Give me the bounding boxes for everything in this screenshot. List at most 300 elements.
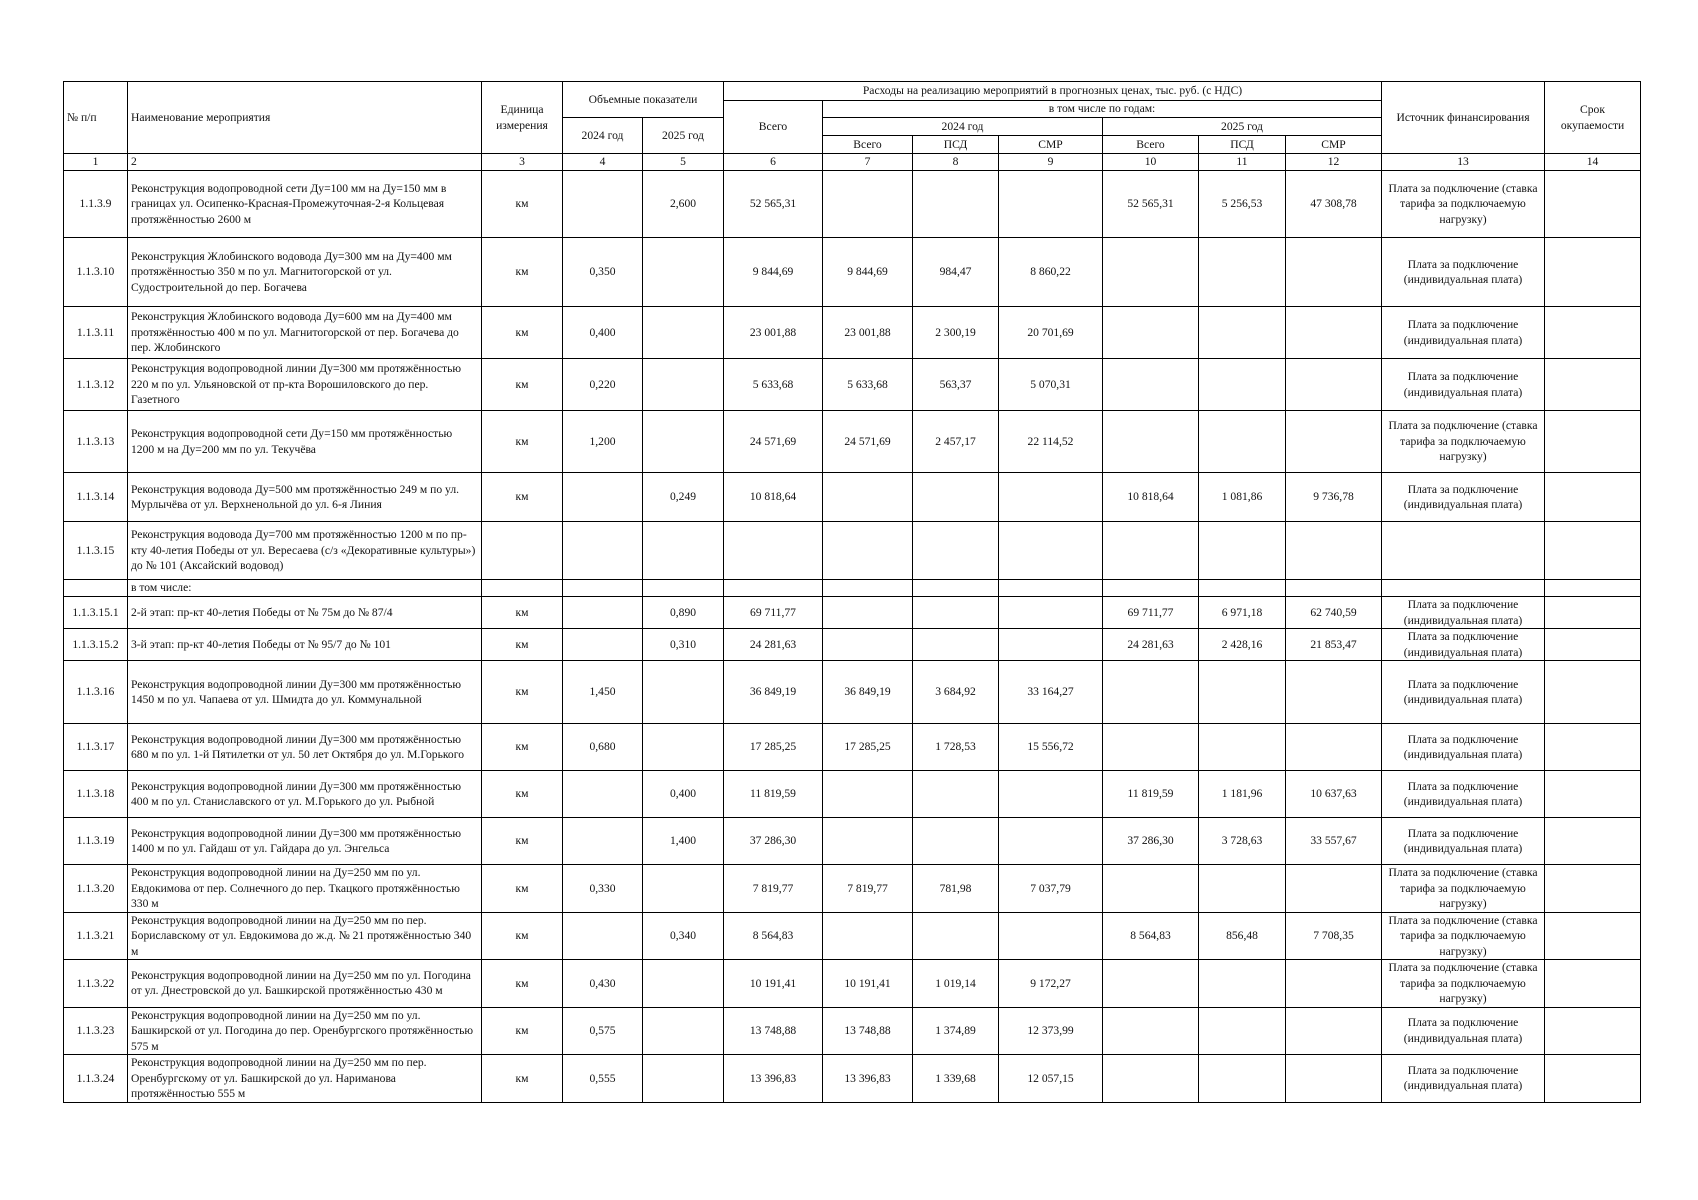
header-2025-total: Всего bbox=[1103, 136, 1199, 154]
row-source: Плата за подключение (индивидуальная плата) bbox=[1382, 307, 1545, 359]
row-payback bbox=[1545, 960, 1641, 1008]
row-payback bbox=[1545, 580, 1641, 597]
row-name: Реконструкция Жлобинского водовода Ду=300 мм на Ду=400 мм протяжённостью 350 м по ул. Магнитогорской от ул. Судостроительной до пер. Богачева bbox=[128, 238, 482, 307]
table-row bbox=[64, 597, 1641, 629]
row-psd-2025 bbox=[1199, 1055, 1286, 1103]
row-total-2024 bbox=[823, 473, 913, 522]
row-unit: км bbox=[482, 359, 563, 411]
row-total-2024: 36 849,19 bbox=[823, 661, 913, 724]
row-total bbox=[724, 522, 823, 580]
row-volume-2024 bbox=[563, 522, 643, 580]
header-costs: Расходы на реализацию мероприятий в прогнозных ценах, тыс. руб. (с НДС) bbox=[724, 82, 1382, 101]
header-year-2024: 2024 год bbox=[823, 118, 1103, 136]
row-smr-2025 bbox=[1286, 724, 1382, 771]
row-unit bbox=[482, 522, 563, 580]
col-number-6: 6 bbox=[724, 154, 823, 171]
row-volume-2025 bbox=[643, 661, 724, 724]
row-name: Реконструкция водопроводной линии Ду=300 мм протяжённостью 220 м по ул. Ульяновской от пр-кта Ворошиловского до пер. Газетного bbox=[128, 359, 482, 411]
row-number bbox=[64, 580, 128, 597]
row-number: 1.1.3.12 bbox=[64, 359, 128, 411]
row-psd-2025 bbox=[1199, 238, 1286, 307]
row-volume-2024: 0,350 bbox=[563, 238, 643, 307]
row-smr-2024: 15 556,72 bbox=[999, 724, 1103, 771]
row-smr-2025 bbox=[1286, 865, 1382, 913]
row-psd-2025 bbox=[1199, 522, 1286, 580]
table-row bbox=[64, 629, 1641, 661]
row-smr-2025 bbox=[1286, 1055, 1382, 1103]
row-psd-2024: 2 300,19 bbox=[913, 307, 999, 359]
row-volume-2024: 0,400 bbox=[563, 307, 643, 359]
row-total: 10 818,64 bbox=[724, 473, 823, 522]
header-vol-2025: 2025 год bbox=[643, 118, 724, 154]
row-smr-2024 bbox=[999, 580, 1103, 597]
row-total: 13 396,83 bbox=[724, 1055, 823, 1103]
row-payback bbox=[1545, 1007, 1641, 1055]
table-row bbox=[64, 912, 1641, 960]
row-total-2025 bbox=[1103, 1055, 1199, 1103]
row-payback bbox=[1545, 522, 1641, 580]
row-psd-2025 bbox=[1199, 960, 1286, 1008]
col-number-7: 7 bbox=[823, 154, 913, 171]
row-total: 10 191,41 bbox=[724, 960, 823, 1008]
row-total-2024: 9 844,69 bbox=[823, 238, 913, 307]
row-smr-2025: 33 557,67 bbox=[1286, 818, 1382, 865]
row-smr-2024: 7 037,79 bbox=[999, 865, 1103, 913]
row-psd-2024: 1 339,68 bbox=[913, 1055, 999, 1103]
row-payback bbox=[1545, 411, 1641, 473]
row-volume-2024 bbox=[563, 629, 643, 661]
table-row bbox=[64, 359, 1641, 411]
row-total: 9 844,69 bbox=[724, 238, 823, 307]
row-volume-2025: 0,310 bbox=[643, 629, 724, 661]
header-2024-psd: ПСД bbox=[913, 136, 999, 154]
row-psd-2025 bbox=[1199, 865, 1286, 913]
row-psd-2025: 2 428,16 bbox=[1199, 629, 1286, 661]
row-psd-2025: 1 081,86 bbox=[1199, 473, 1286, 522]
row-total-2025 bbox=[1103, 724, 1199, 771]
row-name: в том числе: bbox=[128, 580, 482, 597]
row-number: 1.1.3.19 bbox=[64, 818, 128, 865]
table-row bbox=[64, 865, 1641, 913]
row-total: 11 819,59 bbox=[724, 771, 823, 818]
row-psd-2024 bbox=[913, 473, 999, 522]
row-volume-2025 bbox=[643, 307, 724, 359]
row-smr-2024: 20 701,69 bbox=[999, 307, 1103, 359]
measures-table bbox=[63, 81, 1641, 1103]
column-number-row bbox=[64, 154, 1641, 171]
row-source: Плата за подключение (ставка тарифа за подключаемую нагрузку) bbox=[1382, 865, 1545, 913]
row-smr-2024 bbox=[999, 473, 1103, 522]
row-smr-2025 bbox=[1286, 960, 1382, 1008]
row-total-2024 bbox=[823, 597, 913, 629]
row-name: Реконструкция водопроводной линии на Ду=250 мм по ул. Башкирской от ул. Погодина до пер. Оренбургского протяжённостью 575 м bbox=[128, 1007, 482, 1055]
row-number: 1.1.3.9 bbox=[64, 171, 128, 238]
row-unit: км bbox=[482, 661, 563, 724]
row-total: 24 571,69 bbox=[724, 411, 823, 473]
row-source: Плата за подключение (индивидуальная плата) bbox=[1382, 1055, 1545, 1103]
row-source: Плата за подключение (индивидуальная плата) bbox=[1382, 724, 1545, 771]
row-psd-2024 bbox=[913, 522, 999, 580]
header-2025-psd: ПСД bbox=[1199, 136, 1286, 154]
row-psd-2025: 856,48 bbox=[1199, 912, 1286, 960]
header-year-2025: 2025 год bbox=[1103, 118, 1382, 136]
row-volume-2024 bbox=[563, 912, 643, 960]
row-total-2024 bbox=[823, 912, 913, 960]
row-total: 36 849,19 bbox=[724, 661, 823, 724]
row-number: 1.1.3.15 bbox=[64, 522, 128, 580]
row-payback bbox=[1545, 307, 1641, 359]
row-smr-2025 bbox=[1286, 411, 1382, 473]
row-total: 5 633,68 bbox=[724, 359, 823, 411]
row-psd-2025: 1 181,96 bbox=[1199, 771, 1286, 818]
table-row bbox=[64, 724, 1641, 771]
row-source: Плата за подключение (индивидуальная плата) bbox=[1382, 818, 1545, 865]
col-number-12: 12 bbox=[1286, 154, 1382, 171]
row-total-2024: 7 819,77 bbox=[823, 865, 913, 913]
row-unit: км bbox=[482, 473, 563, 522]
row-psd-2024: 1 728,53 bbox=[913, 724, 999, 771]
row-total-2025: 69 711,77 bbox=[1103, 597, 1199, 629]
row-smr-2024: 12 373,99 bbox=[999, 1007, 1103, 1055]
header-name: Наименование мероприятия bbox=[128, 82, 482, 154]
row-name: Реконструкция водопроводной линии Ду=300 мм протяжённостью 1450 м по ул. Чапаева от ул. Шмидта до ул. Коммунальной bbox=[128, 661, 482, 724]
row-smr-2025 bbox=[1286, 522, 1382, 580]
row-psd-2024 bbox=[913, 912, 999, 960]
col-number-13: 13 bbox=[1382, 154, 1545, 171]
row-unit: км bbox=[482, 960, 563, 1008]
row-source bbox=[1382, 580, 1545, 597]
table-row bbox=[64, 1007, 1641, 1055]
header-2025-smr: СМР bbox=[1286, 136, 1382, 154]
row-payback bbox=[1545, 818, 1641, 865]
row-total-2025 bbox=[1103, 661, 1199, 724]
row-number: 1.1.3.11 bbox=[64, 307, 128, 359]
row-total-2024 bbox=[823, 771, 913, 818]
row-number: 1.1.3.18 bbox=[64, 771, 128, 818]
row-total-2025: 37 286,30 bbox=[1103, 818, 1199, 865]
header-unit: Единица измерения bbox=[482, 82, 563, 154]
row-total-2024 bbox=[823, 818, 913, 865]
row-name: Реконструкция водопроводной линии на Ду=250 мм по ул. Евдокимова от пер. Солнечного до пер. Ткацкого протяжённостью 330 м bbox=[128, 865, 482, 913]
row-name: Реконструкция водовода Ду=500 мм протяжённостью 249 м по ул. Мурлычёва от ул. Верхненольной до ул. 6-я Линия bbox=[128, 473, 482, 522]
row-total: 23 001,88 bbox=[724, 307, 823, 359]
header-2024-total: Всего bbox=[823, 136, 913, 154]
row-smr-2024: 12 057,15 bbox=[999, 1055, 1103, 1103]
row-smr-2024: 33 164,27 bbox=[999, 661, 1103, 724]
row-name: Реконструкция Жлобинского водовода Ду=600 мм на Ду=400 мм протяжённостью 400 м по ул. Магнитогорской от пер. Богачева до пер. Жлобинского bbox=[128, 307, 482, 359]
row-total-2025 bbox=[1103, 1007, 1199, 1055]
row-total-2025 bbox=[1103, 522, 1199, 580]
row-psd-2025 bbox=[1199, 411, 1286, 473]
row-unit: км bbox=[482, 865, 563, 913]
header-by-years: в том числе по годам: bbox=[823, 101, 1382, 118]
row-smr-2025: 10 637,63 bbox=[1286, 771, 1382, 818]
row-unit: км bbox=[482, 238, 563, 307]
row-volume-2025 bbox=[643, 522, 724, 580]
row-volume-2025 bbox=[643, 865, 724, 913]
row-smr-2024 bbox=[999, 771, 1103, 818]
row-volume-2025 bbox=[643, 359, 724, 411]
row-psd-2025: 3 728,63 bbox=[1199, 818, 1286, 865]
row-total-2025: 10 818,64 bbox=[1103, 473, 1199, 522]
row-payback bbox=[1545, 912, 1641, 960]
row-volume-2025 bbox=[643, 724, 724, 771]
row-payback bbox=[1545, 171, 1641, 238]
row-smr-2025: 21 853,47 bbox=[1286, 629, 1382, 661]
row-unit: км bbox=[482, 724, 563, 771]
row-name: Реконструкция водовода Ду=700 мм протяжённостью 1200 м по пр-кту 40-летия Победы от ул. Вересаева (с/з «Декоративные культуры») до № 101 (Аксайский водовод) bbox=[128, 522, 482, 580]
document-sheet bbox=[63, 81, 1641, 1103]
row-source: Плата за подключение (индивидуальная плата) bbox=[1382, 629, 1545, 661]
row-smr-2024: 8 860,22 bbox=[999, 238, 1103, 307]
row-psd-2024: 1 374,89 bbox=[913, 1007, 999, 1055]
row-payback bbox=[1545, 629, 1641, 661]
row-total: 69 711,77 bbox=[724, 597, 823, 629]
row-total-2025 bbox=[1103, 238, 1199, 307]
row-smr-2024 bbox=[999, 597, 1103, 629]
table-row bbox=[64, 960, 1641, 1008]
row-number: 1.1.3.20 bbox=[64, 865, 128, 913]
row-total-2024: 24 571,69 bbox=[823, 411, 913, 473]
row-unit: км bbox=[482, 912, 563, 960]
row-psd-2025 bbox=[1199, 724, 1286, 771]
row-number: 1.1.3.24 bbox=[64, 1055, 128, 1103]
header-payback: Срок окупаемости bbox=[1545, 82, 1641, 154]
row-unit bbox=[482, 580, 563, 597]
row-total-2024 bbox=[823, 629, 913, 661]
row-volume-2024 bbox=[563, 597, 643, 629]
row-psd-2025 bbox=[1199, 359, 1286, 411]
row-smr-2025: 7 708,35 bbox=[1286, 912, 1382, 960]
row-payback bbox=[1545, 359, 1641, 411]
row-volume-2024: 1,200 bbox=[563, 411, 643, 473]
row-source: Плата за подключение (ставка тарифа за подключаемую нагрузку) bbox=[1382, 912, 1545, 960]
col-number-3: 3 bbox=[482, 154, 563, 171]
row-volume-2024 bbox=[563, 818, 643, 865]
row-payback bbox=[1545, 661, 1641, 724]
row-name: Реконструкция водопроводной сети Ду=150 мм протяжённостью 1200 м на Ду=200 мм по ул. Текучёва bbox=[128, 411, 482, 473]
row-unit: км bbox=[482, 1055, 563, 1103]
row-volume-2024: 1,450 bbox=[563, 661, 643, 724]
row-psd-2025 bbox=[1199, 661, 1286, 724]
row-source: Плата за подключение (индивидуальная плата) bbox=[1382, 1007, 1545, 1055]
col-number-5: 5 bbox=[643, 154, 724, 171]
row-psd-2024 bbox=[913, 771, 999, 818]
row-unit: км bbox=[482, 597, 563, 629]
row-psd-2025: 5 256,53 bbox=[1199, 171, 1286, 238]
row-psd-2024 bbox=[913, 597, 999, 629]
row-psd-2024 bbox=[913, 629, 999, 661]
row-name: 2-й этап: пр-кт 40-летия Победы от № 75м до № 87/4 bbox=[128, 597, 482, 629]
row-smr-2025 bbox=[1286, 307, 1382, 359]
header-2024-smr: СМР bbox=[999, 136, 1103, 154]
row-volume-2024: 0,430 bbox=[563, 960, 643, 1008]
row-source: Плата за подключение (индивидуальная плата) bbox=[1382, 661, 1545, 724]
row-source: Плата за подключение (индивидуальная плата) bbox=[1382, 238, 1545, 307]
row-unit: км bbox=[482, 771, 563, 818]
row-payback bbox=[1545, 771, 1641, 818]
row-smr-2024: 5 070,31 bbox=[999, 359, 1103, 411]
row-source bbox=[1382, 522, 1545, 580]
col-number-4: 4 bbox=[563, 154, 643, 171]
row-number: 1.1.3.22 bbox=[64, 960, 128, 1008]
row-volume-2024 bbox=[563, 473, 643, 522]
row-total-2025 bbox=[1103, 411, 1199, 473]
row-psd-2024 bbox=[913, 818, 999, 865]
row-volume-2025 bbox=[643, 238, 724, 307]
row-source: Плата за подключение (ставка тарифа за подключаемую нагрузку) bbox=[1382, 960, 1545, 1008]
col-number-2: 2 bbox=[128, 154, 482, 171]
row-unit: км bbox=[482, 818, 563, 865]
row-smr-2025: 9 736,78 bbox=[1286, 473, 1382, 522]
row-volume-2024: 0,330 bbox=[563, 865, 643, 913]
row-name: 3-й этап: пр-кт 40-летия Победы от № 95/7 до № 101 bbox=[128, 629, 482, 661]
row-volume-2024 bbox=[563, 171, 643, 238]
row-smr-2024 bbox=[999, 912, 1103, 960]
row-volume-2025: 0,890 bbox=[643, 597, 724, 629]
row-volume-2024 bbox=[563, 580, 643, 597]
row-total-2024 bbox=[823, 580, 913, 597]
table-row bbox=[64, 411, 1641, 473]
row-volume-2025: 0,400 bbox=[643, 771, 724, 818]
row-payback bbox=[1545, 473, 1641, 522]
row-psd-2024 bbox=[913, 580, 999, 597]
row-total-2024: 5 633,68 bbox=[823, 359, 913, 411]
row-payback bbox=[1545, 238, 1641, 307]
row-psd-2024: 1 019,14 bbox=[913, 960, 999, 1008]
row-smr-2025 bbox=[1286, 1007, 1382, 1055]
row-volume-2025 bbox=[643, 411, 724, 473]
col-number-14: 14 bbox=[1545, 154, 1641, 171]
row-name: Реконструкция водопроводной линии Ду=300 мм протяжённостью 680 м по ул. 1-й Пятилетки от ул. 50 лет Октября до ул. М.Горького bbox=[128, 724, 482, 771]
row-psd-2025 bbox=[1199, 580, 1286, 597]
row-source: Плата за подключение (индивидуальная плата) bbox=[1382, 473, 1545, 522]
table-body bbox=[64, 171, 1641, 1103]
row-number: 1.1.3.15.1 bbox=[64, 597, 128, 629]
row-total-2024: 13 396,83 bbox=[823, 1055, 913, 1103]
row-total-2024: 17 285,25 bbox=[823, 724, 913, 771]
row-source: Плата за подключение (ставка тарифа за подключаемую нагрузку) bbox=[1382, 411, 1545, 473]
table-header bbox=[64, 82, 1641, 171]
row-total-2025 bbox=[1103, 580, 1199, 597]
header-total: Всего bbox=[724, 101, 823, 154]
row-number: 1.1.3.17 bbox=[64, 724, 128, 771]
row-total-2024: 10 191,41 bbox=[823, 960, 913, 1008]
row-smr-2024 bbox=[999, 818, 1103, 865]
row-number: 1.1.3.13 bbox=[64, 411, 128, 473]
row-volume-2025: 2,600 bbox=[643, 171, 724, 238]
row-smr-2024: 9 172,27 bbox=[999, 960, 1103, 1008]
row-total: 52 565,31 bbox=[724, 171, 823, 238]
header-vol-2024: 2024 год bbox=[563, 118, 643, 154]
table-row bbox=[64, 1055, 1641, 1103]
row-total bbox=[724, 580, 823, 597]
row-smr-2025 bbox=[1286, 359, 1382, 411]
row-payback bbox=[1545, 597, 1641, 629]
col-number-9: 9 bbox=[999, 154, 1103, 171]
row-payback bbox=[1545, 724, 1641, 771]
header-num: № п/п bbox=[64, 82, 128, 154]
row-psd-2025: 6 971,18 bbox=[1199, 597, 1286, 629]
row-number: 1.1.3.10 bbox=[64, 238, 128, 307]
row-smr-2025 bbox=[1286, 661, 1382, 724]
row-psd-2024: 781,98 bbox=[913, 865, 999, 913]
row-volume-2025: 0,249 bbox=[643, 473, 724, 522]
row-volume-2024: 0,555 bbox=[563, 1055, 643, 1103]
row-smr-2024 bbox=[999, 629, 1103, 661]
table-row bbox=[64, 307, 1641, 359]
row-volume-2024: 0,220 bbox=[563, 359, 643, 411]
table-row bbox=[64, 171, 1641, 238]
row-total-2025: 52 565,31 bbox=[1103, 171, 1199, 238]
row-unit: км bbox=[482, 1007, 563, 1055]
col-number-10: 10 bbox=[1103, 154, 1199, 171]
row-number: 1.1.3.23 bbox=[64, 1007, 128, 1055]
col-number-11: 11 bbox=[1199, 154, 1286, 171]
row-source: Плата за подключение (индивидуальная плата) bbox=[1382, 597, 1545, 629]
row-unit: км bbox=[482, 411, 563, 473]
row-name: Реконструкция водопроводной линии на Ду=250 мм по пер. Оренбургскому от ул. Башкирской до ул. Нариманова протяжённостью 555 м bbox=[128, 1055, 482, 1103]
row-number: 1.1.3.14 bbox=[64, 473, 128, 522]
row-payback bbox=[1545, 1055, 1641, 1103]
row-total-2025 bbox=[1103, 960, 1199, 1008]
row-name: Реконструкция водопроводной сети Ду=100 мм на Ду=150 мм в границах ул. Осипенко-Красная-Промежуточная-2-я Кольцевая протяжённостью 2600 м bbox=[128, 171, 482, 238]
table-row bbox=[64, 522, 1641, 580]
row-name: Реконструкция водопроводной линии на Ду=250 мм по ул. Погодина от ул. Днестровской до ул. Башкирской протяжённостью 430 м bbox=[128, 960, 482, 1008]
table-row bbox=[64, 580, 1641, 597]
row-psd-2024: 2 457,17 bbox=[913, 411, 999, 473]
row-source: Плата за подключение (индивидуальная плата) bbox=[1382, 771, 1545, 818]
row-total-2025 bbox=[1103, 359, 1199, 411]
row-psd-2024: 3 684,92 bbox=[913, 661, 999, 724]
table-row bbox=[64, 818, 1641, 865]
col-number-8: 8 bbox=[913, 154, 999, 171]
row-name: Реконструкция водопроводной линии Ду=300 мм протяжённостью 1400 м по ул. Гайдаш от ул. Гайдара до ул. Энгельса bbox=[128, 818, 482, 865]
table-row bbox=[64, 473, 1641, 522]
row-psd-2025 bbox=[1199, 307, 1286, 359]
col-number-1: 1 bbox=[64, 154, 128, 171]
table-row bbox=[64, 771, 1641, 818]
row-source: Плата за подключение (индивидуальная плата) bbox=[1382, 359, 1545, 411]
header-volume: Объемные показатели bbox=[563, 82, 724, 118]
row-number: 1.1.3.16 bbox=[64, 661, 128, 724]
row-psd-2024 bbox=[913, 171, 999, 238]
row-source: Плата за подключение (ставка тарифа за подключаемую нагрузку) bbox=[1382, 171, 1545, 238]
row-total: 24 281,63 bbox=[724, 629, 823, 661]
row-name: Реконструкция водопроводной линии Ду=300 мм протяжённостью 400 м по ул. Станиславского от ул. М.Горького до ул. Рыбной bbox=[128, 771, 482, 818]
row-smr-2025 bbox=[1286, 238, 1382, 307]
row-total-2025: 24 281,63 bbox=[1103, 629, 1199, 661]
row-total-2025: 8 564,83 bbox=[1103, 912, 1199, 960]
header-source: Источник финансирования bbox=[1382, 82, 1545, 154]
row-psd-2024: 984,47 bbox=[913, 238, 999, 307]
row-total: 13 748,88 bbox=[724, 1007, 823, 1055]
row-unit: км bbox=[482, 629, 563, 661]
row-psd-2025 bbox=[1199, 1007, 1286, 1055]
row-number: 1.1.3.21 bbox=[64, 912, 128, 960]
table-row bbox=[64, 661, 1641, 724]
row-volume-2024: 0,575 bbox=[563, 1007, 643, 1055]
row-volume-2025 bbox=[643, 1055, 724, 1103]
row-total-2025 bbox=[1103, 865, 1199, 913]
row-total: 37 286,30 bbox=[724, 818, 823, 865]
row-total: 7 819,77 bbox=[724, 865, 823, 913]
row-unit: км bbox=[482, 307, 563, 359]
row-volume-2024: 0,680 bbox=[563, 724, 643, 771]
row-volume-2024 bbox=[563, 771, 643, 818]
row-smr-2025: 47 308,78 bbox=[1286, 171, 1382, 238]
row-smr-2024: 22 114,52 bbox=[999, 411, 1103, 473]
